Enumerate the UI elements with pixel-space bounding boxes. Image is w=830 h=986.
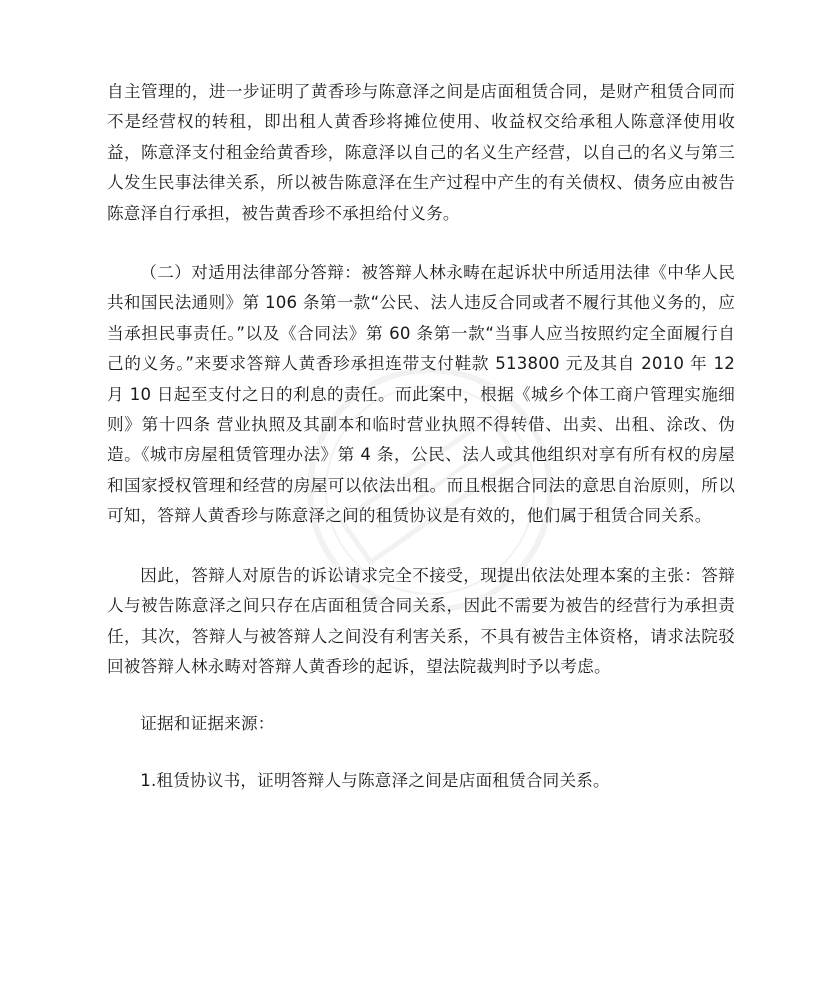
paragraph-rental-relationship: 自主管理的，进一步证明了黄香珍与陈意泽之间是店面租赁合同，是财产租赁合同而不是经营权的转租，即出租人黄香珍将摊位使用、收益权交给承租人陈意泽使用收益，陈意泽支付租金给黄香珍，陈意泽以自己的名义生产经营，以自己的名义与第三人发生民事法律关系，所以被告陈意泽在生产过程中产生的有关债权、债务应由被告陈意泽自行承担，被告黄香珍不承担给付义务。 [107, 82, 735, 223]
paragraph-legal-defense: （二）对适用法律部分答辩：被答辩人林永畴在起诉状中所适用法律《中华人民共和国民法通则》第 106 条第一款“公民、法人违反合同或者不履行其他义务的，应当承担民事责任。”以及《合同法》第 60 条第一款“当事人应当按照约定全面履行自己的义务。”来要求答辩人黄香珍承担连带支付鞋款 513800 元及其自 2010 年 12 月 10 日起至支付之日的利息的责任。而此案中，根据《城乡个体工商户管理实施细则》第十四条 营业执照及其副本和临时营业执照不得转借、出卖、出租、涂改、伪造。《城市房屋租赁管理办法》第 4 条，公民、法人或其他组织对享有所有权的房屋和国家授权管理和经营的房屋可以依法出租。而且根据合同法的意思自治原则，所以可知，答辩人黄香珍与陈意泽之间的租赁协议是有效的，他们属于租赁合同关系。 [107, 263, 735, 526]
paragraph-conclusion: 因此，答辩人对原告的诉讼请求完全不接受，现提出依法处理本案的主张：答辩人与被告陈意泽之间只存在店面租赁合同关系，因此不需要为被告的经营行为承担责任，其次，答辩人与被答辩人之间没有利害关系，不具有被告主体资格，请求法院驳回被答辩人林永畴对答辩人黄香珍的起诉，望法院裁判时予以考虑。 [107, 565, 735, 676]
paragraph-evidence-item-1: 1.租赁协议书，证明答辩人与陈意泽之间是店面租赁合同关系。 [140, 770, 610, 790]
document-body [107, 77, 735, 796]
paragraph-evidence-heading: 证据和证据来源： [140, 714, 275, 734]
